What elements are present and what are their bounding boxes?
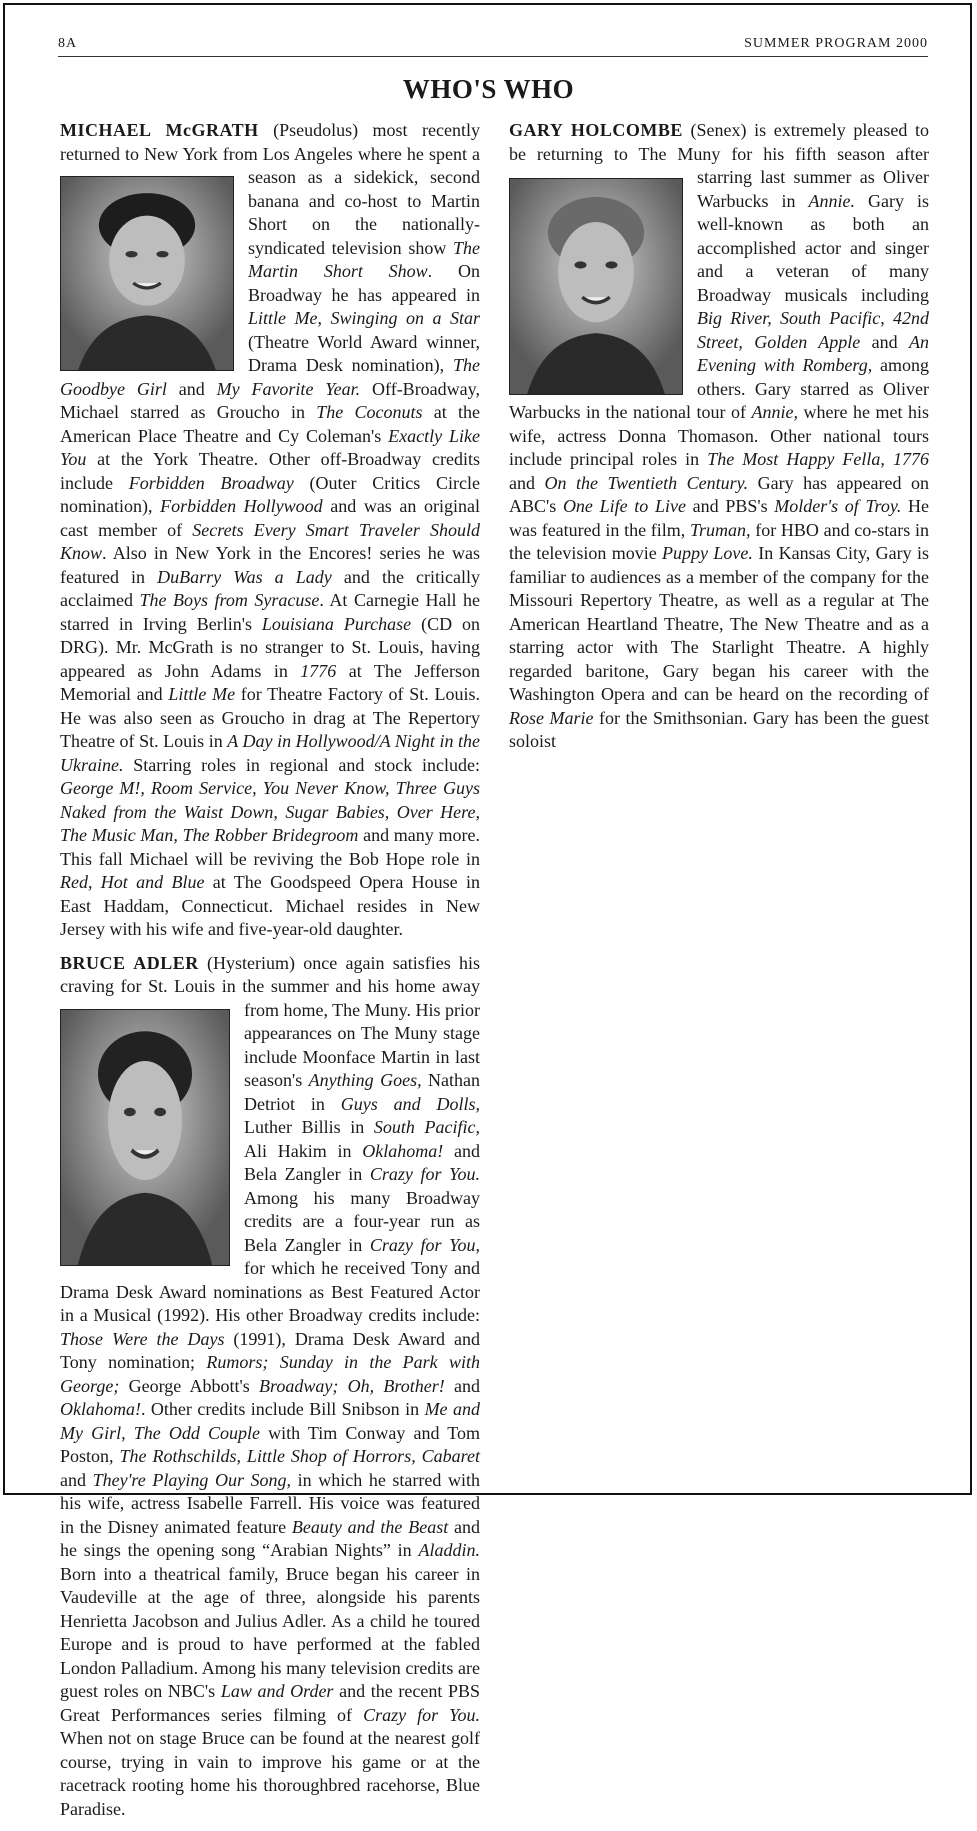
bio-text: Ali Hakim in <box>244 1140 363 1161</box>
bio-text: for the Smithsonian. Gary has been the guest soloist <box>509 707 929 751</box>
credit-title: The Martin Short Show <box>248 237 480 281</box>
credit-title: Crazy for You, <box>369 1234 480 1255</box>
credit-title: Rumors; Sunday in the Park with George; <box>60 1352 480 1396</box>
bio-holcombe <box>509 119 929 754</box>
bio-role-text: home away from home, The Muny. His prior appearances on The Muny stage include Moonface Martin in last season's <box>244 976 481 1090</box>
bio-intro: (Pseudolus) most recently returned to New York from Los Angeles <box>60 120 480 164</box>
bio-text: for HBO and co-stars in the television movie <box>509 519 929 563</box>
bio-text: Starring roles in regional and stock include: <box>123 754 480 775</box>
credit-title: Broadway; Oh, Brother! <box>259 1375 445 1396</box>
credit-title: The Goodbye Girl <box>60 355 480 399</box>
bio-text: at the American Place Theatre and Cy Coleman's <box>60 402 480 446</box>
credit-title: Oklahoma! <box>362 1140 444 1161</box>
credit-title: Forbidden Hollywood <box>160 496 323 516</box>
left-column <box>60 119 480 1831</box>
bio-intro: (Hysterium) once again satisfies his craving for St. Louis in the summer and his <box>60 952 480 996</box>
credit-title: Guys and Dolls, <box>340 1093 480 1114</box>
bio-text: and the critically acclaimed <box>60 566 481 610</box>
bio-text: and <box>860 331 909 352</box>
credit-title: The Coconuts <box>316 402 423 422</box>
bio-text: for which he received Tony and Drama Desk Award nominations as Best Featured Actor in a Musical (1992). His other Broadway credits include: <box>60 1258 480 1325</box>
bio-text: and <box>509 472 545 493</box>
bio-text: for Theatre Factory of St. Louis. He was also seen as Groucho in drag at The Repertory Theatre of St. Louis in <box>60 684 480 751</box>
bio-adler <box>60 952 480 1822</box>
credit-title: 1776 <box>300 660 337 681</box>
bio-text: Off-Broadway, Michael starred as Groucho in <box>60 378 480 422</box>
bio-text: . Other credits include Bill Snibson in <box>140 1399 425 1419</box>
credit-title: Molder's of Troy. <box>774 496 902 516</box>
bio-text: . At Carnegie Hall he starred in Irving Berlin's <box>60 590 480 634</box>
credit-title: Aladdin. <box>418 1540 480 1560</box>
headshot-mcgrath <box>60 176 234 371</box>
credit-title: Me and My Girl, The Odd Couple <box>60 1399 480 1443</box>
bio-text: where he met his wife, actress Donna Thomason. Other national tours include principal roles in <box>509 402 929 469</box>
headshot-holcombe <box>509 178 683 395</box>
page-number: 8A <box>58 36 78 51</box>
credit-title: Annie. <box>808 190 856 211</box>
credit-title: Puppy Love. <box>662 543 753 563</box>
bio-text: In Kansas City, Gary is familiar to audiences as a member of the company for the Missouri Repertory Theatre, as well as a regular at The American Heartland Theatre, The New Theatre and as a starring actor with The Starlight Theatre. A highly regarded baritone, Gary began his career with the Washington Opera and can be heard on the recording of <box>509 543 929 704</box>
credit-title: Forbidden Broadway <box>128 472 294 493</box>
credit-title: Those Were the Days <box>60 1328 225 1349</box>
credit-title: Rose Marie <box>509 707 594 728</box>
credit-title: They're Playing Our Song, <box>92 1469 292 1490</box>
bio-name: BRUCE ADLER <box>60 952 199 973</box>
bio-text: Luther Billis in <box>244 1117 374 1137</box>
page-header <box>58 36 928 54</box>
credit-title: Big River, South Pacific, 42nd Street, Golden Apple <box>697 308 929 352</box>
bio-text: and <box>444 1375 480 1396</box>
bio-text: (1991), Drama Desk Award and Tony nomination; <box>60 1328 480 1372</box>
credit-title: Little Me <box>168 684 236 704</box>
bio-mcgrath <box>60 119 480 942</box>
credit-title: Red, Hot and Blue <box>60 872 205 892</box>
bio-text: Among his many Broadway credits are a four-year run as Bela Zangler in <box>244 1187 480 1255</box>
bio-text: and <box>166 378 217 399</box>
headshot-adler <box>60 1009 230 1266</box>
bio-text: and he sings the opening song “Arabian Nights” in <box>60 1516 480 1560</box>
bio-text: He was featured in the film, <box>509 496 930 540</box>
publication-title: SUMMER PROGRAM 2000 <box>744 36 928 51</box>
credit-title: George M!, Room Service, You Never Know, Three Guys Naked from the Waist Down, Sugar Babies, Over Here, The Music Man, The Robber Bridegroom <box>60 778 480 845</box>
credit-title: The Rothschilds, Little Shop of Horrors, Cabaret <box>119 1446 480 1466</box>
bio-text: at The Goodspeed Opera House in East Haddam, Connecticut. Michael resides in New Jersey with his wife and five-year-old daughter. <box>60 872 480 939</box>
bio-text: and PBS's <box>685 496 775 516</box>
bio-text: . Also in New York in the Encores! series he was featured in <box>60 543 480 587</box>
bio-text: (CD on DRG). Mr. McGrath is no stranger to St. Louis, having appeared as John Adams in <box>60 613 480 681</box>
bio-text: and <box>60 1469 93 1490</box>
bio-name: GARY HOLCOMBE <box>509 120 683 140</box>
bio-text: . On Broadway he has appeared in <box>248 261 480 305</box>
bio-text: and many more. This fall Michael will be reviving the Bob Hope role in <box>60 825 480 869</box>
bio-text: and was an original cast member of <box>60 496 480 540</box>
bio-text: among others. Gary starred as Oliver Warbucks in the national tour of <box>509 355 929 422</box>
bio-text: (Outer Critics Circle nomination), <box>60 472 480 516</box>
credit-title: Crazy for You. <box>369 1164 480 1184</box>
credit-title: DuBarry Was a Lady <box>157 566 332 587</box>
credit-title: Exactly Like You <box>60 425 480 469</box>
credit-title: South Pacific, <box>373 1117 480 1137</box>
bio-text: and the recent PBS Great Performances series filming of <box>60 1681 480 1725</box>
credit-title: An Evening with Romberg, <box>697 331 929 375</box>
bio-intro: (Senex) is extremely pleased to be returning to The Muny for his fifth season <box>509 120 929 164</box>
bio-role-text: after starring last summer as Oliver Warbucks in <box>697 143 929 211</box>
bio-text: George Abbott's <box>119 1375 260 1396</box>
credit-title: Crazy for You. <box>363 1704 480 1725</box>
credit-title: Beauty and the Beast <box>291 1516 449 1537</box>
bio-text: Born into a theatrical family, Bruce began his career in Vaudeville at the age of three, alongside his parents Henrietta Jacobson and Julius Adler. As a child he toured Europe and is proud to have performed at the fabled London Palladium. Among his many television credits are guest roles on NBC's <box>60 1563 480 1701</box>
credit-title: On the Twentieth Century. <box>544 472 749 493</box>
credit-title: Louisiana Purchase <box>261 613 412 634</box>
credit-title: The Most Happy Fella, 1776 <box>707 449 929 469</box>
bio-role-text: where he spent a season as a sidekick, second banana and co-host to Martin Short on the nationally-syndicated television show <box>248 143 480 258</box>
bio-text: in which he starred with his wife, actress Isabelle Farrell. His voice was featured in the Disney animated feature <box>60 1469 480 1537</box>
bio-text: Gary is well-known as both an accomplished actor and singer and a veteran of many Broadway musicals including <box>697 190 929 305</box>
credit-title: Little Me, Swinging on a Star <box>248 308 480 328</box>
bio-text: and Bela Zangler in <box>244 1140 480 1184</box>
credit-title: My Favorite Year. <box>216 378 361 399</box>
credit-title: Oklahoma! <box>60 1399 141 1419</box>
credit-title: Truman, <box>689 519 751 540</box>
bio-text: When not on stage Bruce can be found at the nearest golf course, trying in vain to improve his game or at the racetrack rooting home his thoroughbred racehorse, Blue Paradise. <box>60 1728 480 1819</box>
credit-title: Secrets Every Smart Traveler Should Know <box>60 519 480 563</box>
bio-text: at The Jefferson Memorial and <box>60 660 480 704</box>
bio-text: with Tim Conway and Tom Poston, <box>60 1422 481 1466</box>
bio-text: (Theatre World Award winner, Drama Desk nomination), <box>248 331 480 375</box>
credit-title: The Boys from Syracuse <box>139 590 320 610</box>
credit-title: Annie, <box>751 402 799 422</box>
bio-text: at the York Theatre. Other off-Broadway credits include <box>60 449 480 493</box>
bio-name: MICHAEL McGRATH <box>60 120 259 140</box>
page-title: WHO'S WHO <box>402 74 575 104</box>
right-column <box>509 119 929 764</box>
header-rule <box>58 56 928 57</box>
bio-text: Nathan Detriot in <box>244 1070 480 1114</box>
bio-text: Gary has appeared on ABC's <box>509 472 929 516</box>
credit-title: Anything Goes, <box>308 1070 422 1090</box>
credit-title: One Life to Live <box>562 496 686 516</box>
credit-title: A Day in Hollywood/A Night in the Ukraine. <box>60 731 481 775</box>
credit-title: Law and Order <box>220 1681 334 1701</box>
